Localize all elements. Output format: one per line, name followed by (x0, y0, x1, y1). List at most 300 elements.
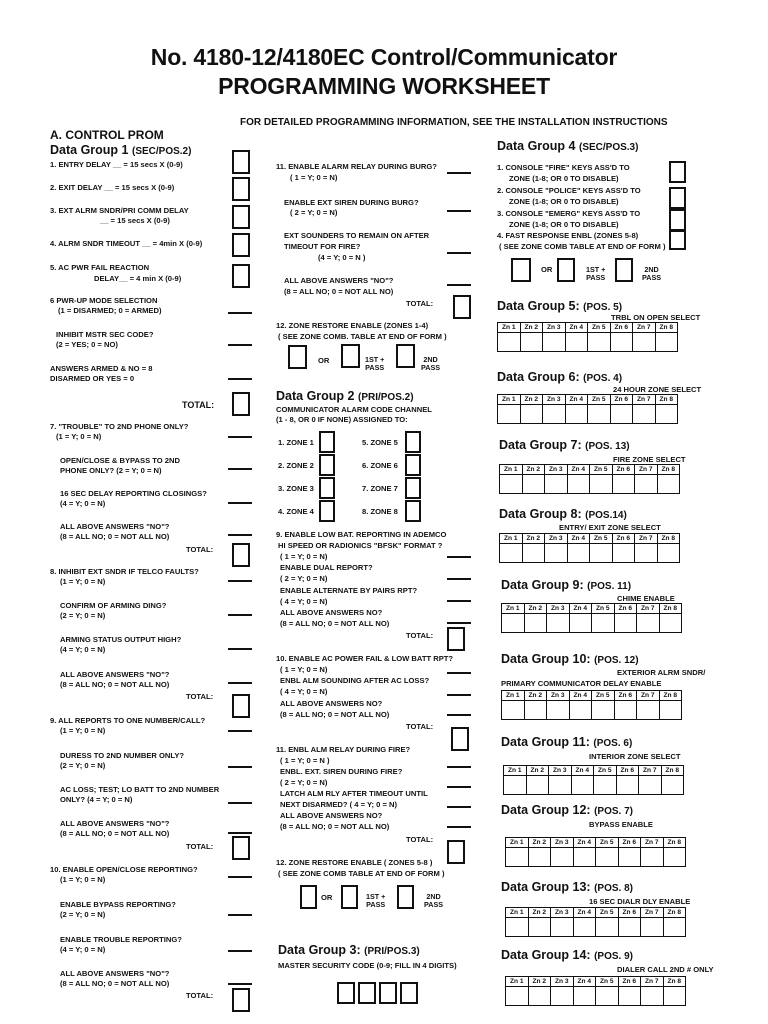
zone-header-cell: Zn 2 (522, 534, 545, 544)
c1-total-box-8[interactable] (232, 694, 250, 718)
dg5-sub: TRBL ON OPEN SELECT (611, 313, 701, 322)
dg6-sub: 24 HOUR ZONE SELECT (613, 385, 702, 394)
c1-item-9f: ONLY? (4 = Y; 0 = N) (60, 795, 133, 804)
zone-header-cell: Zn 6 (610, 323, 633, 333)
zone-entry-row (500, 475, 680, 494)
section-a-heading: A. CONTROL PROM (50, 128, 164, 142)
zone-entry-cell[interactable] (528, 848, 551, 867)
c2-item-12a: 12. ZONE RESTORE ENABLE (ZONES 1-4) (276, 321, 429, 330)
dg4-item-4a: 4. FAST RESPONSE ENBL (ZONES 5-8) (497, 231, 639, 240)
zone-entry-cell[interactable] (502, 701, 525, 720)
zone-header-cell: Zn 3 (551, 908, 574, 918)
zone-entry-cell[interactable] (655, 333, 678, 352)
zone-entry-cell[interactable] (596, 848, 619, 867)
c2-12-2nd-text: 2ND (423, 355, 438, 364)
c2-12b-or-box[interactable] (300, 885, 317, 909)
dg2-zone3-label: 3. ZONE 3 (278, 484, 314, 493)
zone-entry-cell[interactable] (551, 918, 574, 937)
c2-item-9a: 9. ENABLE LOW BAT. REPORTING IN ADEMCO (276, 530, 447, 539)
zone-header-cell: Zn 8 (659, 691, 682, 701)
zone-entry-cell[interactable] (520, 333, 543, 352)
dg14-pos: (POS. 9) (594, 951, 633, 962)
zone-entry-cell[interactable] (618, 848, 641, 867)
dg2-zone2-label: 2. ZONE 2 (278, 461, 314, 470)
c2-12-2nd-pass: PASS (421, 363, 441, 372)
zone-entry-cell[interactable] (663, 918, 686, 937)
zone-entry-cell[interactable] (594, 776, 617, 795)
zone-entry-cell[interactable] (659, 614, 682, 633)
c1-line-7c[interactable] (228, 502, 252, 504)
zone-entry-cell[interactable] (498, 405, 521, 424)
c2-item-9g: ( 4 = Y; 0 = N) (280, 597, 328, 606)
zone-header-cell: Zn 7 (633, 395, 656, 405)
c2-line-9a[interactable] (447, 556, 471, 558)
zone-entry-row (506, 918, 686, 937)
dg2-zone4-box[interactable] (319, 500, 335, 522)
dg4-1st-box[interactable] (557, 258, 575, 282)
zone-entry-cell[interactable] (522, 544, 545, 563)
zone-entry-cell[interactable] (641, 848, 664, 867)
zone-header-cell: Zn 4 (573, 977, 596, 987)
c1-box-1[interactable] (232, 150, 250, 174)
dg11-name: Data Group 11: (501, 735, 590, 749)
instructions-note: FOR DETAILED PROGRAMMING INFORMATION, SEE THE INSTALLATION INSTRUCTIONS (240, 117, 668, 128)
zone-entry-cell[interactable] (573, 918, 596, 937)
c2-item-12ba: 12. ZONE RESTORE ENABLE ( ZONES 5-8 ) (276, 858, 433, 867)
c1-item-7f: (4 = Y; 0 = N) (60, 499, 106, 508)
c1-item-9h: (8 = ALL NO; 0 = NOT ALL NO) (60, 829, 170, 838)
c1-item-10d: (2 = Y; 0 = N) (60, 910, 106, 919)
c1-item-6e: ANSWERS ARMED & NO = 8 (50, 364, 153, 373)
zone-entry-cell[interactable] (547, 614, 570, 633)
zone-header-cell: Zn 3 (549, 766, 572, 776)
dg3-digit-1[interactable] (337, 982, 355, 1004)
c1-box-4[interactable] (232, 233, 250, 257)
zone-entry-cell[interactable] (573, 987, 596, 1006)
c1-item-7e: 16 SEC DELAY REPORTING CLOSINGS? (60, 489, 207, 498)
dg4-1st-pass: PASS (586, 273, 606, 282)
c1-total-box-7[interactable] (232, 543, 250, 567)
dg3-heading (278, 943, 420, 957)
dg2-zone8-box[interactable] (405, 500, 421, 522)
zone-entry-cell[interactable] (504, 776, 527, 795)
c1-item-10b: (1 = Y; 0 = N) (60, 875, 106, 884)
zone-entry-cell[interactable] (661, 776, 684, 795)
dg13-sub: 16 SEC DIALR DLY ENABLE (589, 897, 691, 906)
zone-entry-cell[interactable] (567, 544, 590, 563)
c1-item-10g: ALL ABOVE ANSWERS "NO"? (60, 969, 170, 978)
zone-header-cell: Zn 4 (567, 534, 590, 544)
zone-entry-cell[interactable] (528, 918, 551, 937)
c2-line-11bb[interactable] (447, 786, 471, 788)
zone-header-cell: Zn 8 (657, 534, 680, 544)
c2-12-or-box[interactable] (288, 345, 307, 369)
zone-entry-cell[interactable] (588, 405, 611, 424)
c1-line-9b[interactable] (228, 766, 252, 768)
dg2-zone7-box[interactable] (405, 477, 421, 499)
zone-header-cell: Zn 4 (565, 395, 588, 405)
zone-entry-cell[interactable] (524, 614, 547, 633)
page-subtitle: PROGRAMMING WORKSHEET (218, 73, 550, 99)
c1-line-6c[interactable] (228, 378, 252, 380)
c2-12b-1st-text: 1ST + (366, 892, 386, 901)
zone-entry-cell[interactable] (528, 987, 551, 1006)
zone-entry-cell[interactable] (635, 475, 658, 494)
c2-line-11c[interactable] (447, 252, 471, 254)
zone-entry-cell[interactable] (610, 405, 633, 424)
dg4-box-2[interactable] (669, 187, 686, 209)
c1-line-9a[interactable] (228, 730, 252, 732)
c2-line-11a[interactable] (447, 172, 471, 174)
zone-entry-cell[interactable] (612, 544, 635, 563)
dg5-zone-table (497, 322, 678, 352)
zone-header-cell: Zn 4 (567, 465, 590, 475)
c2-line-11bd[interactable] (447, 826, 471, 828)
c1-line-7b[interactable] (228, 468, 252, 470)
dg6-zone-table (497, 394, 678, 424)
dg7-sub: FIRE ZONE SELECT (613, 455, 686, 464)
c1-line-7d[interactable] (228, 534, 252, 536)
c1-box-5[interactable] (232, 264, 250, 288)
c1-line-8c[interactable] (228, 648, 252, 650)
zone-entry-cell[interactable] (545, 544, 568, 563)
c2-item-9f: ENABLE ALTERNATE BY PAIRS RPT? (280, 586, 418, 595)
dg4-item-4b: ( SEE ZONE COMB TABLE AT END OF FORM ) (499, 242, 666, 251)
dg6-heading (497, 370, 622, 384)
c1-line-10b[interactable] (228, 914, 252, 916)
c2-item-11bg: ALL ABOVE ANSWERS NO? (280, 811, 383, 820)
c2-12-2nd-label (421, 356, 440, 372)
dg3-digit-2[interactable] (358, 982, 376, 1004)
c1-line-8b[interactable] (228, 614, 252, 616)
zone-entry-cell[interactable] (633, 333, 656, 352)
zone-entry-cell[interactable] (565, 405, 588, 424)
c2-item-11be: LATCH ALM RLY AFTER TIMEOUT UNTIL (280, 789, 428, 798)
c1-total-box-10[interactable] (232, 988, 250, 1012)
zone-entry-cell[interactable] (657, 544, 680, 563)
zone-header-cell: Zn 5 (596, 977, 619, 987)
zone-entry-cell[interactable] (569, 614, 592, 633)
zone-entry-row (506, 848, 686, 867)
c1-item-10f: (4 = Y; 0 = N) (60, 945, 106, 954)
dg14-name: Data Group 14: (501, 948, 591, 962)
dg2-zone8-label: 8. ZONE 8 (362, 507, 398, 516)
c2-12b-2nd-pass: PASS (424, 900, 444, 909)
c1-item-10a: 10. ENABLE OPEN/CLOSE REPORTING? (50, 865, 198, 874)
zone-header-cell: Zn 2 (528, 838, 551, 848)
zone-header-cell: Zn 1 (502, 604, 525, 614)
zone-entry-cell[interactable] (663, 987, 686, 1006)
c2-12b-1st-pass: PASS (366, 900, 386, 909)
c2-line-9b[interactable] (447, 578, 471, 580)
c2-item-10d: ( 4 = Y; 0 = N) (280, 687, 328, 696)
zone-header-cell: Zn 1 (498, 323, 521, 333)
c1-line-10c[interactable] (228, 950, 252, 952)
c2-12-1st-box[interactable] (341, 344, 360, 368)
zone-entry-cell[interactable] (522, 475, 545, 494)
zone-header-cell: Zn 1 (506, 908, 529, 918)
dg4-box-4[interactable] (669, 230, 686, 250)
zone-header-row (500, 465, 680, 475)
dg10-name: Data Group 10: (501, 652, 591, 666)
c2-total-box-11b[interactable] (447, 840, 465, 864)
zone-header-cell: Zn 1 (502, 691, 525, 701)
zone-entry-cell[interactable] (543, 405, 566, 424)
zone-header-cell: Zn 8 (661, 766, 684, 776)
c1-line-9c[interactable] (228, 802, 252, 804)
c2-item-11bc: ENBL. EXT. SIREN DURING FIRE? (280, 767, 403, 776)
c1-item-9g: ALL ABOVE ANSWERS "NO"? (60, 819, 170, 828)
c2-line-9d[interactable] (447, 622, 471, 624)
zone-entry-cell[interactable] (567, 475, 590, 494)
zone-header-cell: Zn 6 (618, 908, 641, 918)
zone-header-cell: Zn 3 (547, 604, 570, 614)
zone-header-cell: Zn 6 (612, 465, 635, 475)
zone-header-cell: Zn 7 (641, 908, 664, 918)
dg2-zone2-box[interactable] (319, 454, 335, 476)
dg12-sub: BYPASS ENABLE (589, 820, 653, 829)
zone-header-cell: Zn 6 (616, 766, 639, 776)
dg2-zone3-box[interactable] (319, 477, 335, 499)
dg11-zone-table (503, 765, 684, 795)
c2-line-10c[interactable] (447, 714, 471, 716)
zone-entry-cell[interactable] (635, 544, 658, 563)
zone-header-cell: Zn 3 (551, 977, 574, 987)
zone-header-row (506, 838, 686, 848)
c2-item-11b: ( 1 = Y; 0 = N) (290, 173, 338, 182)
dg9-zone-table (501, 603, 682, 633)
zone-header-cell: Zn 1 (500, 465, 523, 475)
dg5-pos: (POS. 5) (583, 302, 623, 313)
zone-entry-cell[interactable] (524, 701, 547, 720)
c2-item-11h: ALL ABOVE ANSWERS "NO"? (284, 276, 394, 285)
dg7-name: Data Group 7: (499, 438, 582, 452)
zone-entry-cell[interactable] (500, 475, 523, 494)
c1-line-6a[interactable] (228, 312, 252, 314)
zone-entry-cell[interactable] (590, 544, 613, 563)
dg8-pos: (POS.14) (585, 510, 627, 521)
c2-total-box-11[interactable] (453, 295, 471, 319)
c1-line-6b[interactable] (228, 344, 252, 346)
zone-entry-row (502, 701, 682, 720)
zone-entry-cell[interactable] (520, 405, 543, 424)
zone-entry-cell[interactable] (641, 918, 664, 937)
zone-entry-cell[interactable] (547, 701, 570, 720)
c1-total-label-8: TOTAL: (186, 692, 214, 701)
zone-entry-cell[interactable] (569, 701, 592, 720)
zone-entry-cell[interactable] (551, 848, 574, 867)
zone-entry-cell[interactable] (663, 848, 686, 867)
zone-header-row (502, 691, 682, 701)
zone-header-cell: Zn 5 (596, 908, 619, 918)
c1-line-10a[interactable] (228, 876, 252, 878)
zone-entry-cell[interactable] (616, 776, 639, 795)
zone-entry-cell[interactable] (618, 918, 641, 937)
c2-line-10a[interactable] (447, 672, 471, 674)
dg3-name: Data Group 3: (278, 943, 361, 957)
dg7-zone-table (499, 464, 680, 494)
zone-entry-cell[interactable] (596, 918, 619, 937)
zone-header-cell: Zn 2 (520, 323, 543, 333)
dg2-zone5-box[interactable] (405, 431, 421, 453)
dg4-box-3[interactable] (669, 209, 686, 231)
c1-box-2[interactable] (232, 177, 250, 201)
zone-entry-cell[interactable] (571, 776, 594, 795)
zone-entry-cell[interactable] (500, 544, 523, 563)
zone-header-cell: Zn 7 (635, 465, 658, 475)
c1-total-label-10: TOTAL: (186, 991, 214, 1000)
c2-item-9c: ( 1 = Y; 0 = N) (280, 552, 328, 561)
dg4-item-3b: ZONE (1-8; OR 0 TO DISABLE) (509, 220, 619, 229)
dg4-item-2b: ZONE (1-8; OR 0 TO DISABLE) (509, 197, 619, 206)
page-title: No. 4180-12/4180EC Control/Communicator (150, 44, 618, 70)
dg9-pos: (POS. 11) (587, 581, 632, 592)
zone-header-cell: Zn 4 (569, 691, 592, 701)
zone-header-cell: Zn 4 (571, 766, 594, 776)
dg10-zone-table (501, 690, 682, 720)
c1-line-8d[interactable] (228, 682, 252, 684)
dg3-digit-4[interactable] (400, 982, 418, 1004)
zone-header-cell: Zn 2 (520, 395, 543, 405)
c2-total-box-10[interactable] (451, 727, 469, 751)
dg5-name: Data Group 5: (497, 299, 580, 313)
dg4-2nd-box[interactable] (615, 258, 633, 282)
c2-12-or-label: OR (318, 356, 330, 365)
zone-entry-cell[interactable] (592, 701, 615, 720)
dg3-digit-3[interactable] (379, 982, 397, 1004)
c2-line-11ba[interactable] (447, 766, 471, 768)
dg4-or-box[interactable] (511, 258, 531, 282)
zone-entry-cell[interactable] (655, 405, 678, 424)
zone-entry-cell[interactable] (506, 987, 529, 1006)
dg10-pos: (POS. 12) (594, 655, 639, 666)
dg4-pos: (SEC/POS.3) (578, 142, 639, 153)
zone-entry-cell[interactable] (545, 475, 568, 494)
dg2-zone1-label: 1. ZONE 1 (278, 438, 314, 447)
zone-header-cell: Zn 4 (565, 323, 588, 333)
zone-header-cell: Zn 5 (590, 465, 613, 475)
c1-total-box-6[interactable] (232, 392, 250, 416)
zone-header-cell: Zn 8 (663, 977, 686, 987)
dg5-heading (497, 299, 622, 313)
zone-header-cell: Zn 8 (657, 465, 680, 475)
c1-item-7b: (1 = Y; 0 = N) (56, 432, 102, 441)
c1-item-7a: 7. "TROUBLE" TO 2ND PHONE ONLY? (50, 422, 189, 431)
zone-header-cell: Zn 3 (545, 465, 568, 475)
zone-entry-cell[interactable] (618, 987, 641, 1006)
dg9-sub: CHIME ENABLE (617, 594, 675, 603)
c2-item-11e: EXT SOUNDERS TO REMAIN ON AFTER (284, 231, 430, 240)
zone-entry-cell[interactable] (641, 987, 664, 1006)
zone-entry-cell[interactable] (614, 614, 637, 633)
c1-item-7c: OPEN/CLOSE & BYPASS TO 2ND (60, 456, 180, 465)
zone-header-cell: Zn 6 (618, 838, 641, 848)
c2-line-11bc[interactable] (447, 806, 471, 808)
c2-line-11b[interactable] (447, 210, 471, 212)
c2-12-2nd-box[interactable] (396, 344, 415, 368)
dg4-box-1[interactable] (669, 161, 686, 183)
zone-header-cell: Zn 1 (504, 766, 527, 776)
c1-item-9e: AC LOSS; TEST; LO BATT TO 2ND NUMBER (60, 785, 220, 794)
zone-entry-cell[interactable] (610, 333, 633, 352)
zone-entry-cell[interactable] (637, 614, 660, 633)
zone-entry-cell[interactable] (639, 776, 662, 795)
dg2-zone1-box[interactable] (319, 431, 335, 453)
dg2-zone6-box[interactable] (405, 454, 421, 476)
c2-total-box-9[interactable] (447, 627, 465, 651)
zone-entry-cell[interactable] (549, 776, 572, 795)
zone-entry-cell[interactable] (526, 776, 549, 795)
zone-header-cell: Zn 6 (614, 604, 637, 614)
zone-entry-cell[interactable] (502, 614, 525, 633)
zone-header-cell: Zn 8 (655, 395, 678, 405)
zone-entry-cell[interactable] (612, 475, 635, 494)
c2-line-10b[interactable] (447, 694, 471, 696)
dg2-zone5-label: 5. ZONE 5 (362, 438, 398, 447)
c2-line-9c[interactable] (447, 600, 471, 602)
c2-item-11bf: NEXT DISARMED? ( 4 = Y; 0 = N) (280, 800, 398, 809)
zone-header-cell: Zn 2 (522, 465, 545, 475)
c1-item-8a: 8. INHIBIT EXT SNDR IF TELCO FAULTS? (50, 567, 199, 576)
zone-entry-cell[interactable] (573, 848, 596, 867)
zone-entry-row (498, 333, 678, 352)
c1-line-10d[interactable] (228, 983, 252, 985)
zone-entry-cell[interactable] (588, 333, 611, 352)
dg10-sub2: PRIMARY COMMUNICATOR DELAY ENABLE (501, 679, 662, 688)
zone-entry-cell[interactable] (659, 701, 682, 720)
c1-box-3[interactable] (232, 205, 250, 229)
c1-line-9d[interactable] (228, 832, 252, 834)
c1-item-6a: 6 PWR-UP MODE SELECTION (50, 296, 158, 305)
zone-entry-cell[interactable] (614, 701, 637, 720)
zone-entry-cell[interactable] (565, 333, 588, 352)
zone-entry-cell[interactable] (506, 848, 529, 867)
dg12-zone-table (505, 837, 686, 867)
c2-item-12bb: ( SEE ZONE COMB TABLE AT END OF FORM ) (278, 869, 445, 878)
dg2-zone4-label: 4. ZONE 4 (278, 507, 314, 516)
c1-item-6c: INHIBIT MSTR SEC CODE? (56, 330, 154, 339)
c1-total-label-6: TOTAL: (182, 400, 215, 410)
zone-entry-cell[interactable] (506, 918, 529, 937)
c1-total-box-9[interactable] (232, 836, 250, 860)
zone-entry-cell[interactable] (498, 333, 521, 352)
zone-entry-cell[interactable] (543, 333, 566, 352)
zone-header-cell: Zn 7 (641, 838, 664, 848)
zone-entry-cell[interactable] (596, 987, 619, 1006)
zone-header-row (506, 908, 686, 918)
zone-entry-cell[interactable] (592, 614, 615, 633)
c1-item-7g: ALL ABOVE ANSWERS "NO"? (60, 522, 170, 531)
c2-12b-1st-box[interactable] (341, 885, 358, 909)
zone-entry-cell[interactable] (590, 475, 613, 494)
zone-entry-cell[interactable] (637, 701, 660, 720)
zone-entry-cell[interactable] (633, 405, 656, 424)
dg2-desc-b: (1 - 8, OR 0 IF NONE) ASSIGNED TO: (276, 415, 408, 424)
c2-item-11f: TIMEOUT FOR FIRE? (284, 242, 361, 251)
c2-line-11d[interactable] (447, 284, 471, 286)
dg2-pos: (PRI/POS.2) (357, 392, 414, 403)
dg12-name: Data Group 12: (501, 803, 591, 817)
c1-line-8a[interactable] (228, 580, 252, 582)
zone-entry-cell[interactable] (657, 475, 680, 494)
c1-item-8c: CONFIRM OF ARMING DING? (60, 601, 167, 610)
c2-12b-2nd-box[interactable] (397, 885, 414, 909)
zone-header-cell: Zn 7 (635, 534, 658, 544)
c2-total-label-9: TOTAL: (406, 631, 434, 640)
dg14-zone-table (505, 976, 686, 1006)
c1-line-7a[interactable] (228, 436, 252, 438)
zone-entry-cell[interactable] (551, 987, 574, 1006)
